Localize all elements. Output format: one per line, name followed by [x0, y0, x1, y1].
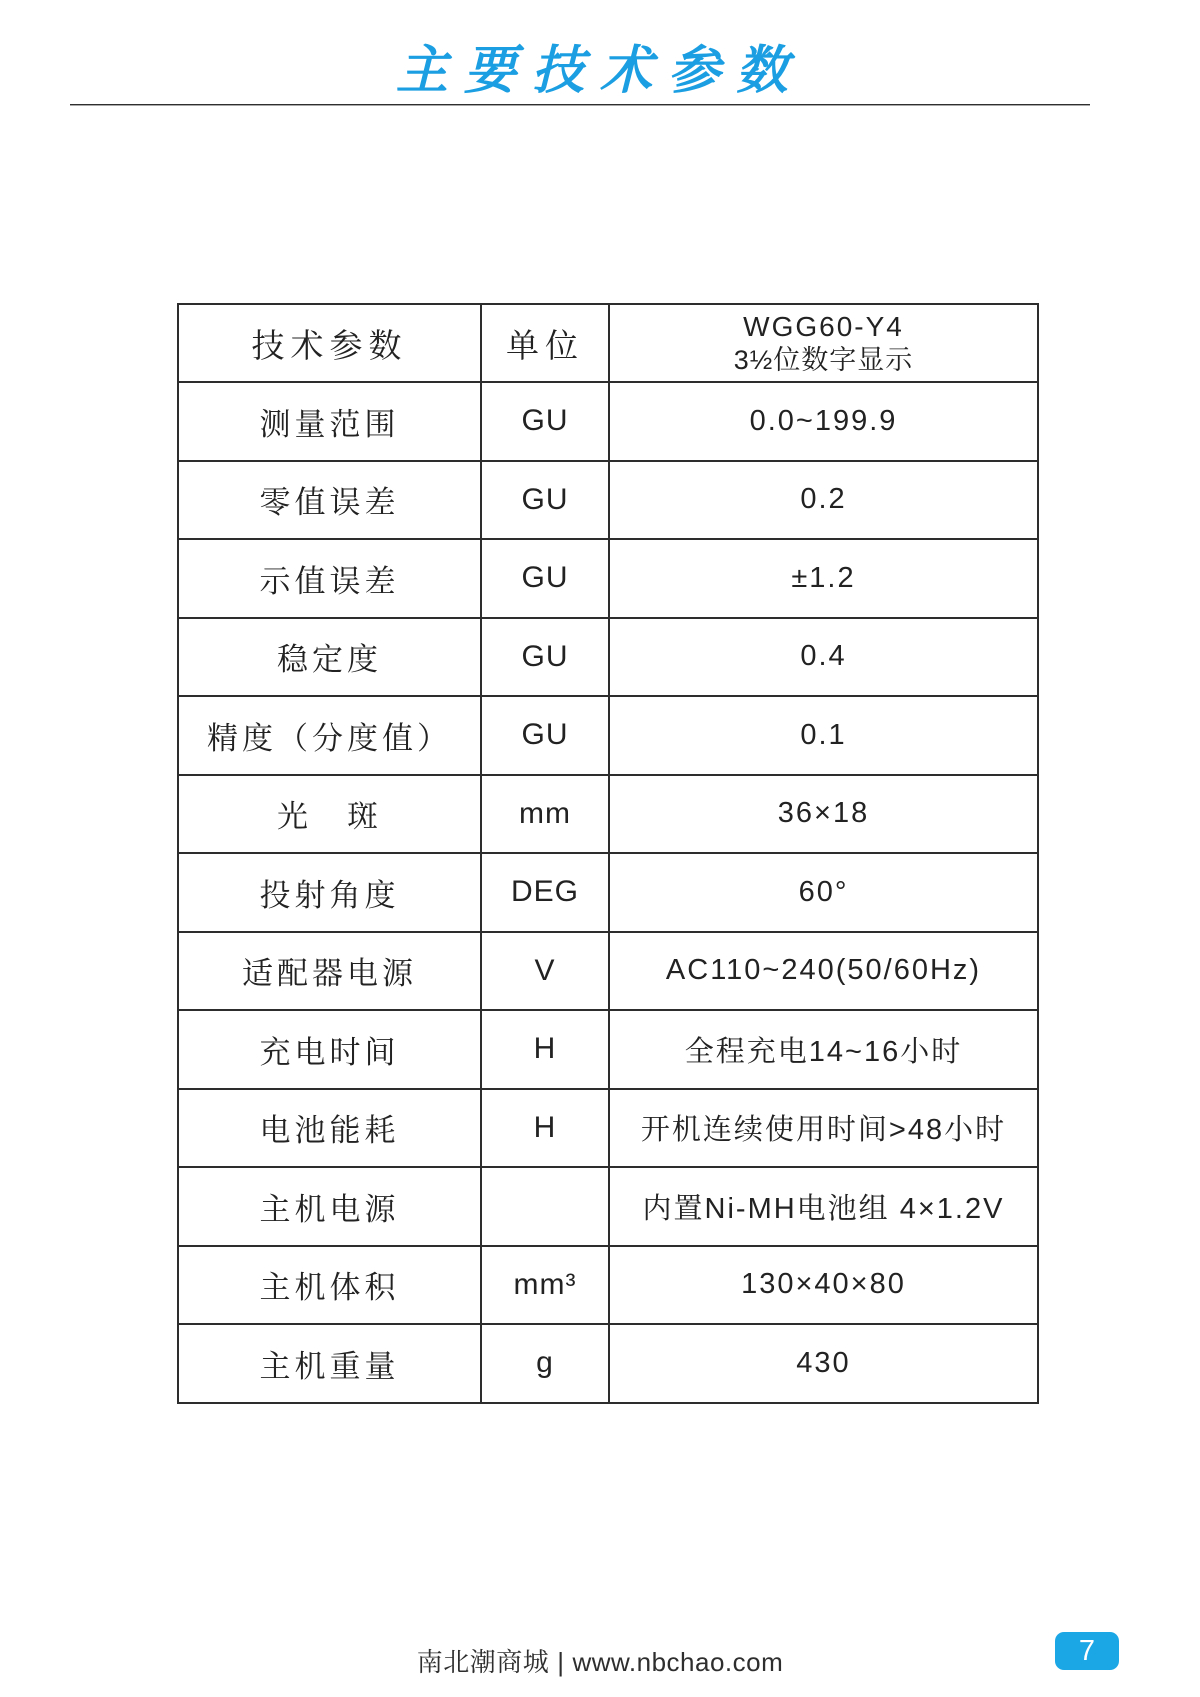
unit-cell: GU	[481, 618, 609, 697]
unit-cell: V	[481, 932, 609, 1011]
footer-separator: |	[557, 1647, 565, 1677]
table-header-row	[178, 304, 1038, 382]
param-cell: 适配器电源	[178, 932, 481, 1011]
value-cell: 内置Ni-MH电池组 4×1.2V	[609, 1167, 1038, 1246]
table-row	[178, 1324, 1038, 1403]
model-display-type: 3½位数字显示	[733, 344, 914, 375]
unit-cell: GU	[481, 696, 609, 775]
unit-cell: DEG	[481, 853, 609, 932]
value-cell: 0.1	[609, 696, 1038, 775]
page-title: 主要技术参数	[395, 42, 804, 100]
value-cell: 0.2	[609, 461, 1038, 540]
param-cell: 主机重量	[178, 1324, 481, 1403]
header-param-label: 技术参数	[178, 304, 481, 382]
param-cell: 零值误差	[178, 461, 481, 540]
unit-cell: H	[481, 1089, 609, 1168]
param-cell: 电池能耗	[178, 1089, 481, 1168]
value-cell: 全程充电14~16小时	[609, 1010, 1038, 1089]
table-row	[178, 775, 1038, 854]
param-cell: 稳定度	[178, 618, 481, 697]
header-unit-label: 单位	[481, 304, 609, 382]
unit-cell: mm	[481, 775, 609, 854]
unit-cell: g	[481, 1324, 609, 1403]
table-row	[178, 539, 1038, 618]
page-number-badge: 7	[1055, 1632, 1119, 1670]
param-cell: 精度（分度值）	[178, 696, 481, 775]
value-cell: 开机连续使用时间>48小时	[609, 1089, 1038, 1168]
param-cell: 主机电源	[178, 1167, 481, 1246]
param-cell: 示值误差	[178, 539, 481, 618]
param-cell: 充电时间	[178, 1010, 481, 1089]
unit-cell: mm³	[481, 1246, 609, 1325]
table-row	[178, 1089, 1038, 1168]
table-row	[178, 1010, 1038, 1089]
unit-cell: GU	[481, 461, 609, 540]
param-cell: 测量范围	[178, 382, 481, 461]
unit-cell: GU	[481, 382, 609, 461]
table-row	[178, 696, 1038, 775]
value-cell: 430	[609, 1324, 1038, 1403]
param-cell: 主机体积	[178, 1246, 481, 1325]
param-cell: 光 斑	[178, 775, 481, 854]
header-model-cell	[609, 304, 1038, 382]
unit-cell: GU	[481, 539, 609, 618]
title-divider	[70, 104, 1090, 106]
value-cell: AC110~240(50/60Hz)	[609, 932, 1038, 1011]
table-row	[178, 382, 1038, 461]
footer-url: www.nbchao.com	[572, 1647, 784, 1677]
table-row	[178, 1246, 1038, 1325]
table-row	[178, 1167, 1038, 1246]
table-row	[178, 461, 1038, 540]
value-cell: 0.0~199.9	[609, 382, 1038, 461]
unit-cell	[481, 1167, 609, 1246]
value-cell: 60°	[609, 853, 1038, 932]
table-row	[178, 932, 1038, 1011]
value-cell: 0.4	[609, 618, 1038, 697]
value-cell: 130×40×80	[609, 1246, 1038, 1325]
spec-table	[177, 303, 1039, 1404]
table-row	[178, 853, 1038, 932]
value-cell: 36×18	[609, 775, 1038, 854]
footer-site-name: 南北潮商城	[416, 1647, 550, 1677]
value-cell: ±1.2	[609, 539, 1038, 618]
model-name: WGG60-Y4	[743, 311, 904, 342]
unit-cell: H	[481, 1010, 609, 1089]
table-row	[178, 618, 1038, 697]
param-cell: 投射角度	[178, 853, 481, 932]
footer	[0, 1642, 1200, 1679]
